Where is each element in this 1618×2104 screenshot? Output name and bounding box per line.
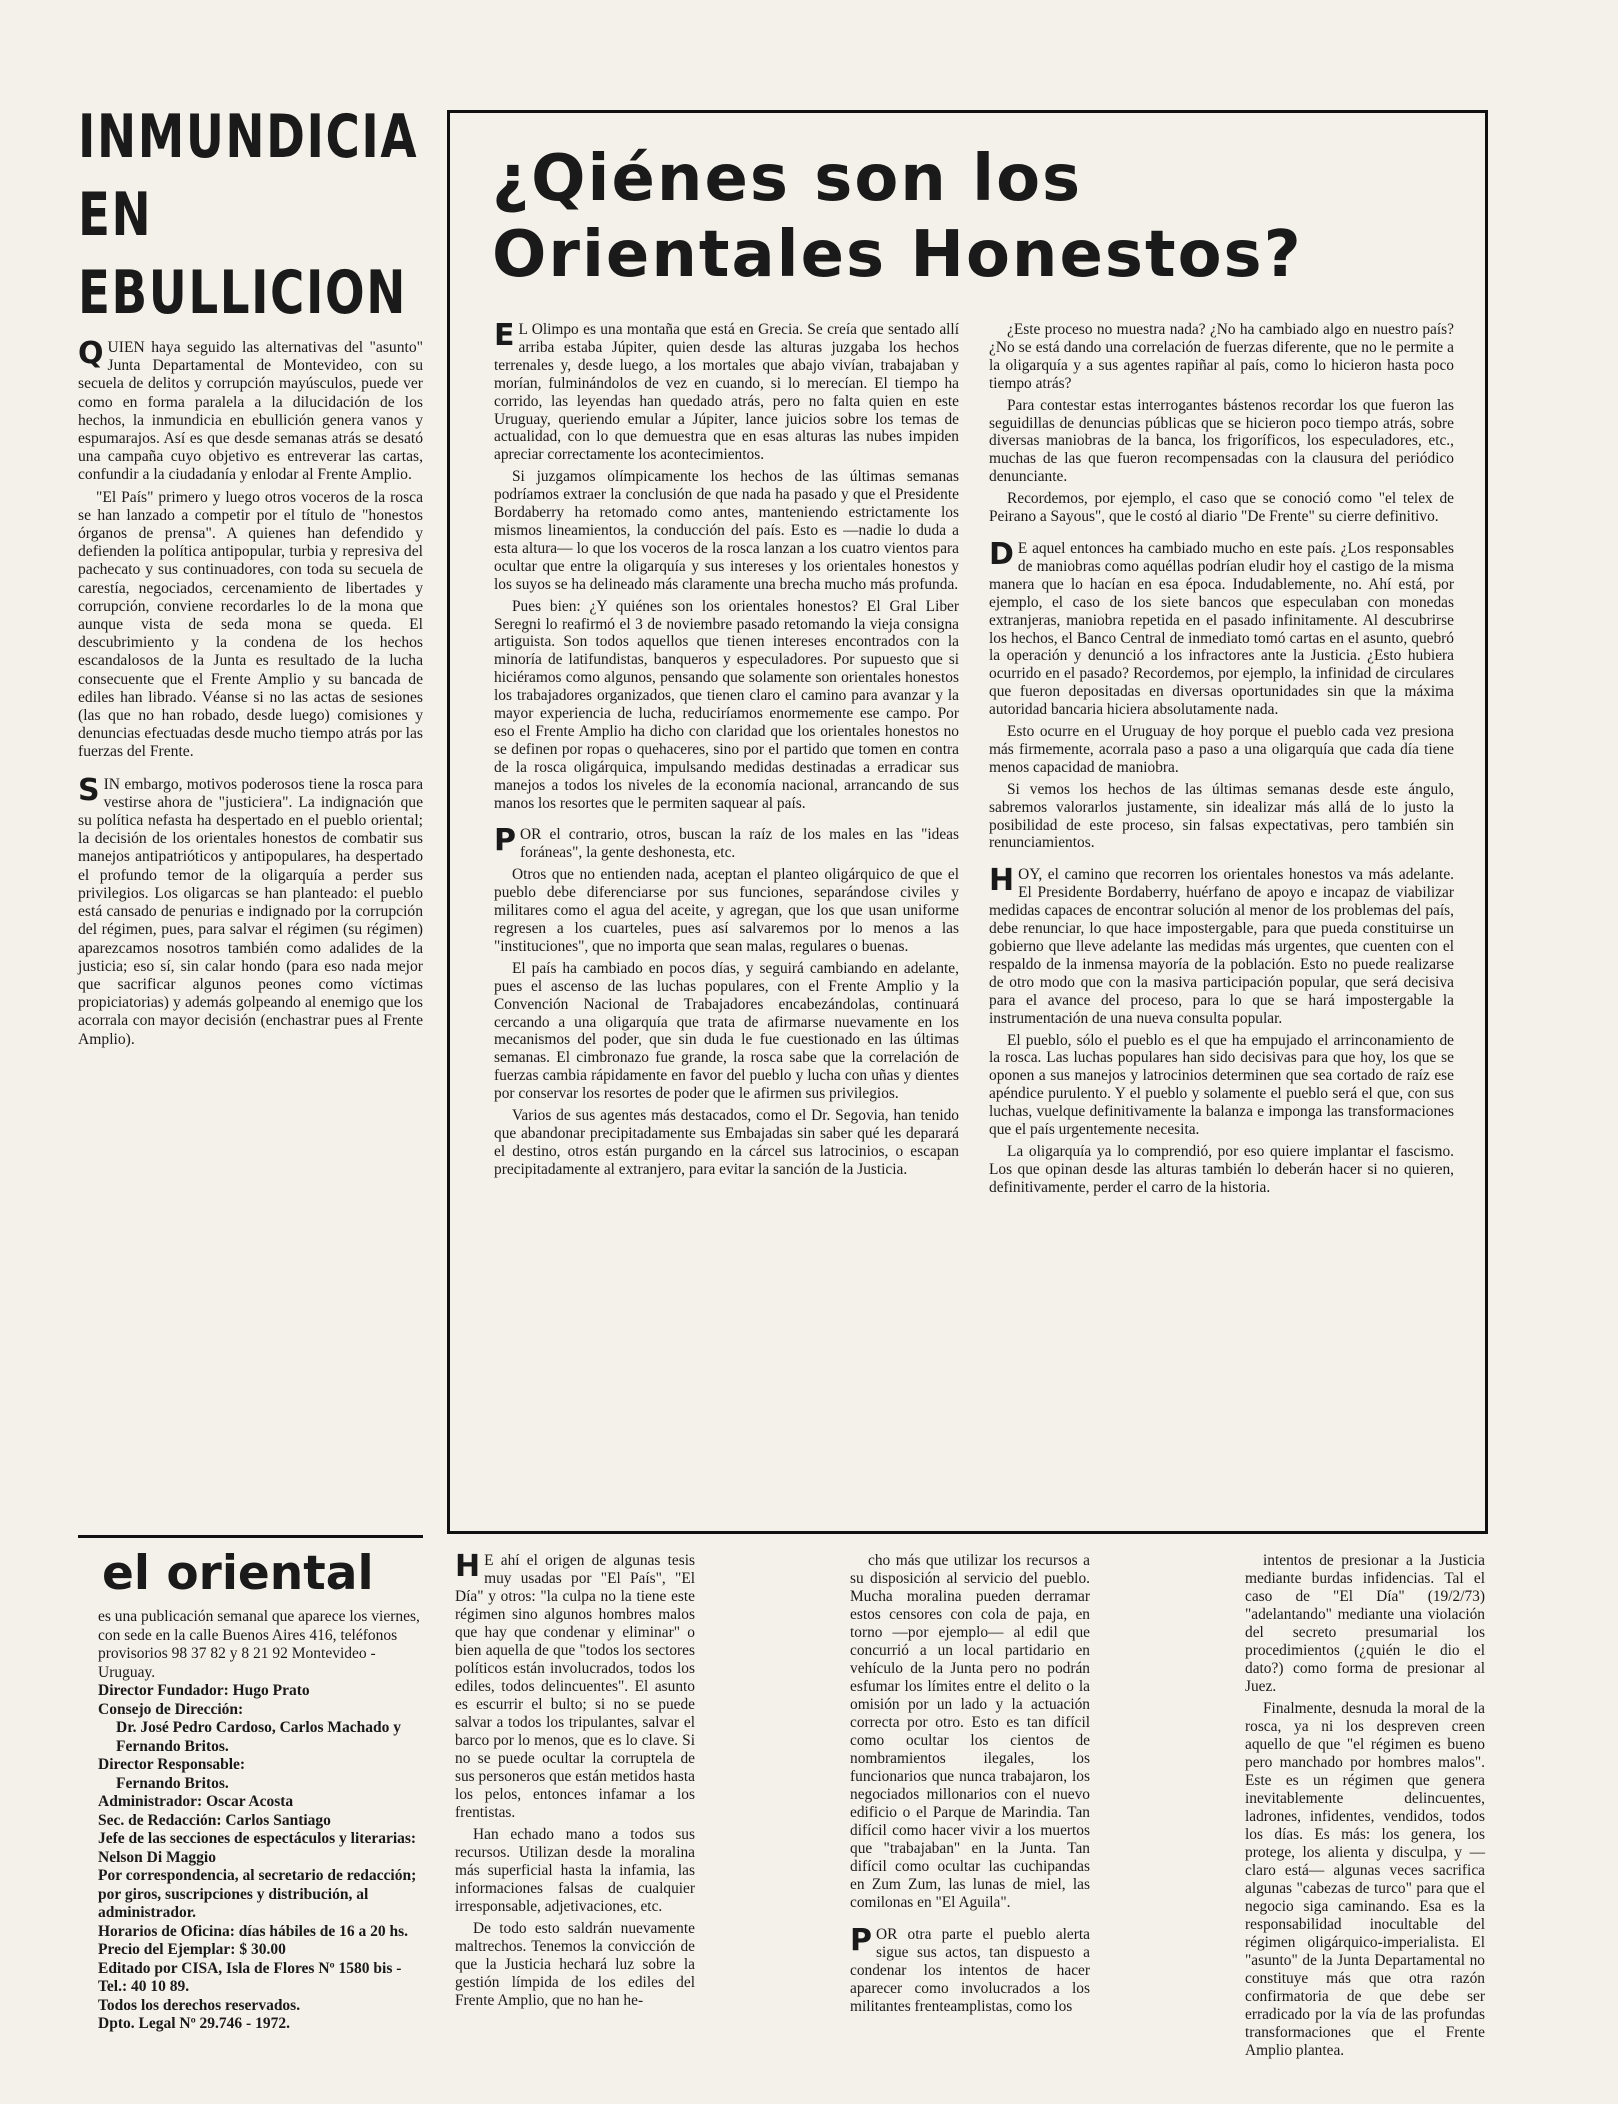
drop-cap: P — [850, 1923, 872, 1958]
paragraph — [78, 489, 423, 762]
bottom-column-3 — [1245, 1552, 1485, 2064]
paragraph-text: El país ha cambiado en pocos días, y seguirá cambiando en adelante, pues el ascenso de las luchas populares, con el Frente Amplio y la Convención Nacional de Trabajadores encabezándolas, continuará cercando a una oligarquía que trata de afirmarse nuevamente en los mecanismos del poder, que sin duda le fue cuestionado en las últimas semanas. El cimbronazo fue grande, la rosca sabe que la correlación de fuerzas cambia rápidamente en favor del pueblo y lucha con uñas y dientes por conservar los resortes de poder que le afirmen sus privilegios. — [494, 959, 959, 1103]
colophon-line: es una publicación semanal que aparece los viernes, con sede en la calle Buenos Aires 416, teléfonos provisorios 98 37 82 y 8 21 92 Montevideo - Uruguay. — [98, 1608, 420, 1681]
paragraph-text: El pueblo, sólo el pueblo es el que ha empujado el arrinconamiento de la rosca. Las luchas populares han sido decisivas para que hoy, los que se oponen a sus manejos y latrocinios determinen que sea cortado de raíz ese apéndice purulento. Y el pueblo y solamente el pueblo será el que, con sus luchas, vuelque definitivamente la balanza e imponga las transformaciones que el país urgentemente necesita. — [989, 1031, 1454, 1139]
title-line: ¿Qiénes son los — [492, 142, 1083, 216]
paragraph — [989, 781, 1454, 853]
drop-cap: D — [989, 536, 1014, 572]
drop-cap: H — [455, 1549, 481, 1584]
paragraph-text: Si vemos los hechos de las últimas semanas desde este ángulo, sabremos valorarlos justamente, sin idealizar más allá de lo justo la posibilidad de este proceso, sin falsas expectativas, pero también sin renunciamientos. — [989, 780, 1454, 852]
paragraph-text: ¿Este proceso no muestra nada? ¿No ha cambiado algo en nuestro país? ¿No se está dando una correlación de fuerzas diferente, que no le permite a la oligarquía y a sus agentes rapiñar al país, como lo hicieron hasta poco tiempo atrás? — [989, 321, 1454, 392]
drop-cap: P — [494, 823, 516, 859]
paragraph — [494, 866, 959, 956]
paragraph — [494, 960, 959, 1103]
colophon-line: Editado por CISA, Isla de Flores Nº 1580 bis - Tel.: 40 10 89. — [98, 1959, 402, 1995]
colophon-line: Sec. de Redacción: Carlos Santiago — [98, 1811, 331, 1829]
paragraph — [850, 1552, 1090, 1912]
drop-cap: H — [989, 863, 1015, 899]
headline-line: EBULLICION — [78, 258, 408, 328]
paragraph — [989, 723, 1454, 777]
drop-cap: S — [78, 772, 100, 808]
main-article-column-1 — [494, 318, 959, 1201]
paragraph — [989, 321, 1454, 393]
paragraph — [494, 1107, 959, 1179]
left-article-body — [78, 336, 423, 1049]
bottom-article-columns — [455, 1549, 1485, 2064]
colophon-line: Director Responsable: — [98, 1756, 246, 1773]
paragraph — [78, 336, 423, 485]
title-line: Orientales Honestos? — [492, 218, 1303, 292]
paragraph — [494, 468, 959, 593]
paragraph-text: Para contestar estas interrogantes bástenos recordar los que fueron las seguidillas de denuncias públicas que se hicieron poco tiempo atrás, sobre diversas maniobras de la banca, los frigoríficos, los especuladores, etc., muchas de las que fueron recompensadas con la clausura del periódico denunciante. — [989, 396, 1454, 486]
paragraph — [1245, 1700, 1485, 2060]
paragraph-text: Otros que no entienden nada, aceptan el planteo oligárquico de que el pueblo debe diferenciarse por sus funciones, separándose civiles y militares como el agua del aceite, y agregan, que los que usan uniforme regresen a los cuarteles, pues así salvaremos por lo menos a las "instituciones", que no importa que sean malas, regulares o buenas. — [494, 866, 959, 955]
left-column — [78, 102, 423, 2032]
paragraph-text: L Olimpo es una montaña que está en Grecia. Se creía que sentado allí arriba estaba Júpiter, quien desde las alturas juzgaba los hechos terrenales y, desde luego, a los mortales que abajo vivían, trabajaban y morían, fulminándolos de vez en cuando, si lo merecían. El tiempo ha corrido, las leyendas han quedado atrás, pero no falta quien en este Uruguay, queriendo emular a Júpiter, lance juicios sobre los temas de actualidad, con lo que demuestra que en esas alturas las nubes impiden apreciar correctamente los acontecimientos. — [494, 321, 959, 464]
paragraph-text: La oligarquía ya lo comprendió, por eso quiere implantar el fascismo. Los que opinan desde las alturas también lo deberán hacer si no quieren, definitivamente, perder el carro de la historia. — [989, 1142, 1454, 1196]
colophon-line: Director Fundador: Hugo Prato — [98, 1682, 310, 1699]
paragraph — [78, 772, 423, 1049]
colophon-line: Consejo de Dirección: — [98, 1700, 244, 1718]
paragraph-text: Si juzgamos olímpicamente los hechos de las últimas semanas podríamos extraer la conclusión de que nada ha pasado y que el Presidente Bordaberry ha retomado como antes, manteniendo estrictamente los mismos lineamientos, la conducción del país. Esto es —nadie lo duda a esta altura— lo que los voceros de la rosca lanzan a los cuatro vientos para ocultar que entre la oligarquía y sus intereses y los orientales honestos y los suyos se ha delineado más claramente una brecha mucho más profunda. — [494, 468, 959, 593]
paragraph-text: E ahí el origen de algunas tesis muy usadas por "El País", "El Día" y otros: "la culpa no la tiene este régimen sino algunos hombres malos que hay que condenar y eliminar" o bien aquella de que "todos los sectores políticos están involucrados, todos los ediles, todos delincuentes". El asunto es escurrir el bulto; si no se puede salvar a todos los tripulantes, salvar el barco por lo menos, que es lo clave. Si no se puede ocultar la corruptela de sus personeros que están metidos hasta los pelos, entonces infamar a los frentistas. — [455, 1552, 695, 1821]
paragraph-text: intentos de presionar a la Justicia mediante burdas infidencias. Tal el caso de "El Día" (19/2/73) "adelantando" mediante una violación del secreto presumarial los procedimientos (¿quién le dio el dato?) como forma de presionar al Juez. — [1245, 1552, 1485, 1695]
paragraph-text: De todo esto saldrán nuevamente maltrechos. Tenemos la convicción de que la Justicia hechará luz sobre la gestión límpida de los ediles del Frente Amplio, que no han he- — [455, 1920, 695, 2009]
paragraph-text: "El País" primero y luego otros voceros de la rosca se han lanzado a competir por el título de "honestos órganos de prensa". A quienes han defendido y defienden la política antipopular, turbia y represiva del pachecato y sus continuadores, con toda su secuela de carestía, negociados, cercenamiento de libertades y corrupción, conviene recordarles lo de la mona que aunque vista de seda mona se queda. El descubrimiento y la condena de los hechos escandalosos de la Junta es resultado de la lucha consecuente que el Frente Amplio y su bancada de ediles han librado. Véanse si no las actas de sesiones (las que no han robado, desde luego) comisiones y denuncias efectuadas desde mucho tiempo atrás por las fuerzas del Frente. — [78, 488, 423, 761]
headline-line: EN — [78, 180, 153, 250]
drop-cap: Q — [78, 336, 104, 371]
paragraph-text: OR otra parte el pueblo alerta sigue sus actos, tan dispuesto a condenar los intentos de hacer aparecer como involucrados a los militantes frenteamplistas, como los — [850, 1926, 1090, 2015]
colophon-line: Horarios de Oficina: días hábiles de 16 a 20 hs. — [98, 1922, 409, 1940]
left-headline — [78, 102, 423, 328]
masthead-title: el oriental — [102, 1546, 374, 1601]
paragraph-text: UIEN haya seguido las alternativas del "asunto" Junta Departamental de Montevideo, con su secuela de delitos y corrupción mayúsculos, puede ver como en forma paralela a la dilucidación de los hechos, la inmundicia en ebullición genera vanos y espumarajos. Así es que desde semanas atrás se desató una campaña cuyo objetivo es entreverar las cartas, confundir a la ciudadanía y enlodar al Frente Amplio. — [78, 339, 423, 484]
paragraph — [989, 863, 1454, 1027]
paragraph — [989, 536, 1454, 719]
paragraph — [494, 598, 959, 813]
paragraph-text: Pues bien: ¿Y quiénes son los orientales honestos? El Gral Liber Seregni lo reafirmó el 3 de noviembre pasado retomando la vieja consigna artiguista. Son todos aquellos que tienen intereses encontrados con la minoría de latifundistas, banqueros y especuladores. Por supuesto que si hiciéramos como algunos, pensando que solamente son orientales honestos los trabajadores organizados, que tienen claro el camino para avanzar y la mayor experiencia de lucha, reduciríamos enormemente ese campo. Por eso el Frente Amplio ha dicho con claridad que los orientales honestos no se definen por ropas o quehaceres, sino por el partido que tomen en contra de la rosca oligárquica, impulsando medidas destinadas a erradicar sus manejos a todos los niveles de la economía nacional, arrancando de sus manos los resortes que le permiten saquear al país. — [494, 597, 959, 812]
colophon-line: Todos los derechos reservados. — [98, 1996, 301, 2014]
paragraph-text: Esto ocurre en el Uruguay de hoy porque el pueblo cada vez presiona más firmemente, acorrala paso a paso a una oligarquía que cada día tiene menos capacidad de maniobra. — [989, 723, 1454, 776]
paragraph-text: Recordemos, por ejemplo, el caso que se conoció como "el telex de Peirano a Sayous", que le costó al diario "De Frente" su cierre definitivo. — [989, 490, 1454, 526]
headline-line: INMUNDICIA — [78, 102, 419, 172]
colophon-line: Dr. José Pedro Cardoso, Carlos Machado y Fernando Britos. — [116, 1719, 402, 1755]
paragraph — [455, 1826, 695, 1916]
paragraph-text: IN embargo, motivos poderosos tiene la rosca para vestirse ahora de "justiciera". La indignación que su política nefasta ha despertado en el pueblo oriental; la decisión de los orientales honestos de combatir sus manejos antipatrióticos y antipopulares, ha despertado el profundo temor de la oligarquía a perder sus privilegios. Los oligarcas se han planteado: el pueblo está cansado de penurias e indignado por la corrupción del régimen, pues, para salvar el régimen (su régimen) aparezcamos nosotros también como adalides de la justicia; eso sí, sin calar hondo (para eso nada mejor que sacrificar algunos peones como víctimas propiciatorias) y además golpeando al enemigo que los acorrala con mayor decisión (enchastrar pues al Frente Amplio). — [78, 775, 423, 1048]
paragraph — [989, 1032, 1454, 1139]
paragraph-text: Varios de sus agentes más destacados, como el Dr. Segovia, han tenido que abandonar precipitadamente sus Embajadas sin saber qué les deparará el destino, otros están purgando en la cárcel sus latrocinios, o escapan precipitadamente al extranjero, para evitar la sanción de la Justicia. — [494, 1107, 959, 1178]
main-article-column-2 — [989, 321, 1454, 1201]
paragraph-text: OR el contrario, otros, buscan la raíz de los males en las "ideas foráneas", la gente deshonesta, etc. — [520, 826, 959, 862]
colophon-line: Jefe de las secciones de espectáculos y literarias: Nelson Di Maggio — [98, 1830, 417, 1866]
paragraph-text: OY, el camino que recorren los orientales honestos va más adelante. El Presidente Bordaberry, huérfano de apoyo e incapaz de viabilizar medidas capaces de encontrar solución al menor de los problemas del país, debe renunciar, lo que hace impostergable, para que pueda constituirse un gobierno que lleve adelante las medidas más urgentes, que cuenten con el respaldo de la inmensa mayoría de la población. Esto no puede realizarse de otro modo que con la masiva participación popular, que será decisiva para el avance del proceso, para lo que se hará impostergable la instrumentación de una nueva consulta popular. — [989, 866, 1454, 1027]
paragraph-text: Han echado mano a todos sus recursos. Utilizan desde la moralina más superficial hasta la infamia, las informaciones falsas de cualquier irresponsable, adjetivaciones, etc. — [455, 1826, 695, 1915]
paragraph-text: cho más que utilizar los recursos a su disposición al servicio del pueblo. Mucha moralina pueden derramar estos censores con cola de paja, en torno —por ejemplo— al edil que concurrió a un local partidario en vehículo de la Junta pero no podrán esfumar los límites entre el delito o la omisión por un lado y la actuación correcta por otro. Esto es tan difícil como ocultar los cientos de nombramientos ilegales, los funcionarios que nunca trabajaron, los negociados millonarios con el nuevo edificio o el Parque de Marindia. Tan difícil como hacer vivir a los muertos que "trabajaban" en la Junta. Tan difícil como ocultar las cuchipandas en Zum Zum, las lunas de miel, las comilonas en "El Aguila". — [850, 1552, 1090, 1911]
main-article-title — [492, 141, 1303, 293]
colophon-line: Dpto. Legal Nº 29.746 - 1972. — [98, 2015, 290, 2032]
paragraph — [494, 823, 959, 862]
drop-cap: E — [494, 318, 515, 353]
paragraph — [989, 490, 1454, 526]
colophon — [78, 1608, 423, 2034]
colophon-line: Precio del Ejemplar: $ 30.00 — [98, 1941, 286, 1958]
masthead-box — [78, 1535, 423, 2034]
colophon-line: Por correspondencia, al secretario de redacción; por giros, suscripciones y distribución, al administrador. — [98, 1867, 417, 1921]
main-article-columns — [494, 318, 1454, 1201]
paragraph-text: Finalmente, desnuda la moral de la rosca, ya ni los despreven creen aquello de que "el régimen es bueno pero manchado por hombres malos". Este es un régimen que genera inevitablemente delincuentes, ladrones, infidentes, vendidos, todos los días. Es más: los genera, los protege, los alienta y disculpa, y —claro está— algunas veces sacrifica algunas "cabezas de turco" para que el negocio siga caminando. Esa es la responsabilidad inocultable del régimen oligárquico-imperialista. El "asunto" de la Junta Departamental no constituye más que otra razón confirmatoria de que debe ser erradicado por la vía de las profundas transformaciones que el Frente Amplio plantea. — [1245, 1700, 1485, 2059]
paragraph — [455, 1920, 695, 2010]
paragraph — [989, 397, 1454, 487]
paragraph-text: E aquel entonces ha cambiado mucho en este país. ¿Los responsables de maniobras como aquéllas podrían eludir hoy el castigo de la misma manera que lo hacían en esa época. Indudablemente, no. Ahí está, por ejemplo, el caso de los siete bancos que especulaban con monedas extranjeras, maniobra repetida en el pasado infinitamente. Al descubrirse los hechos, el Banco Central de inmediato tomó cartas en el asunto, quebró la operación y denunció a los infractores ante la Justicia. ¿Esto hubiera ocurrido en el pasado? Recordemos, por ejemplo, la infinidad de circulares que fueron depositadas en diversas oportunidades sin que la máxima autoridad bancaria hiciera absolutamente nada. — [989, 539, 1454, 719]
paragraph — [989, 1143, 1454, 1197]
colophon-line: Fernando Britos. — [116, 1774, 229, 1792]
bottom-column-2 — [850, 1552, 1090, 2064]
colophon-line: Administrador: Oscar Acosta — [98, 1793, 294, 1810]
bottom-column-1 — [455, 1549, 695, 2064]
main-article-box — [447, 110, 1488, 1534]
paragraph — [494, 318, 959, 464]
paragraph — [455, 1549, 695, 1822]
paragraph — [1245, 1552, 1485, 1696]
paragraph — [850, 1923, 1090, 2016]
